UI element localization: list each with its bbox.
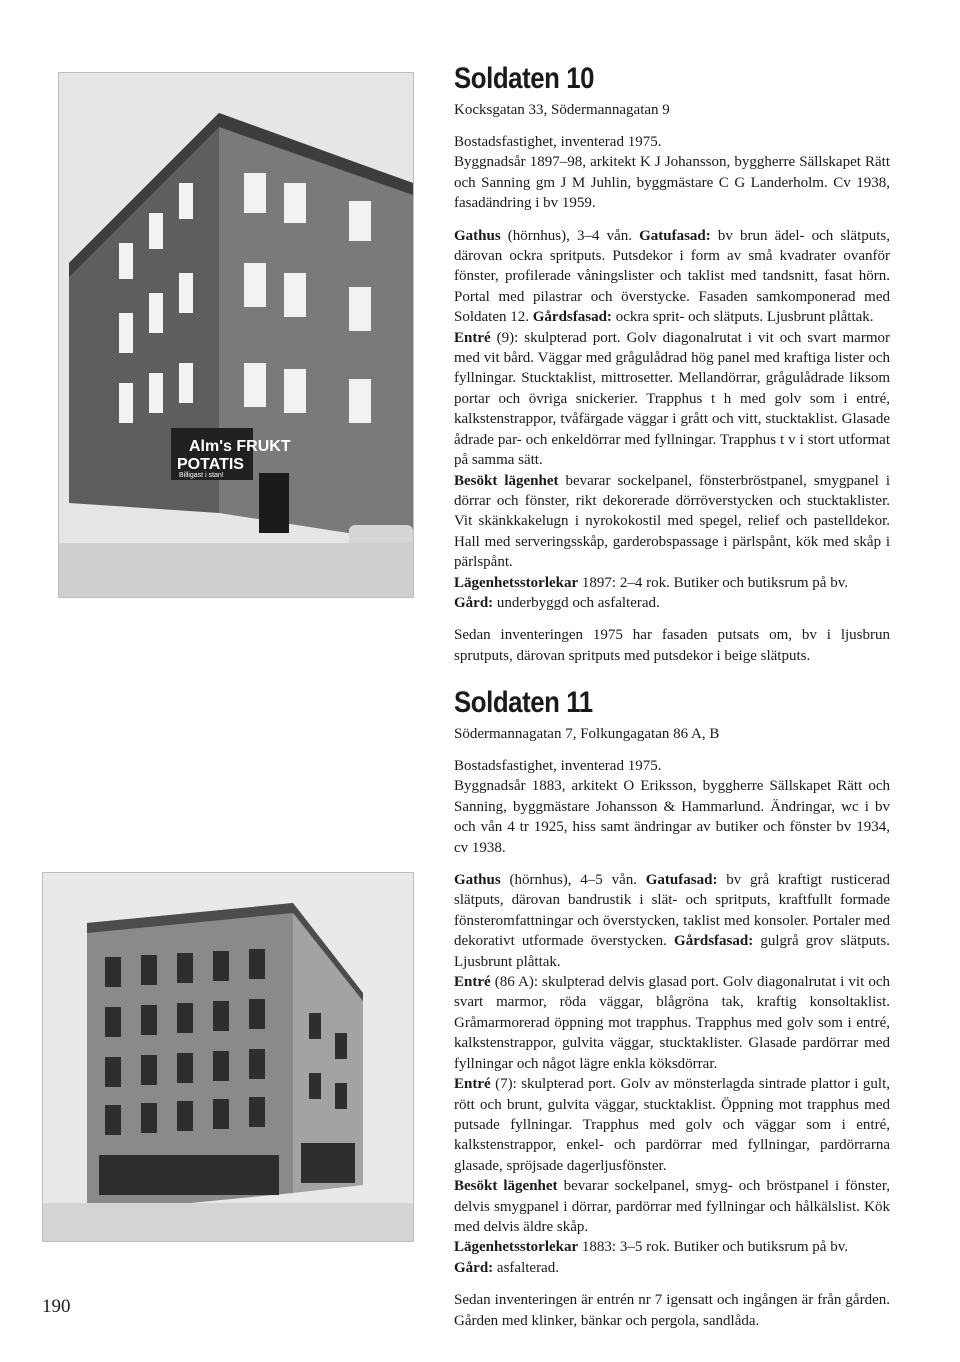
entry-address: Kocksgatan 33, Södermannagatan 9 [454,102,670,118]
label-gardsfasad: Gårdsfasad: [532,309,612,326]
building-photo-icon [43,873,413,1241]
label-gardsfasad: Gårdsfasad: [674,933,754,950]
photo-soldaten-10 [58,72,414,598]
label-gatufasad: Gatufasad: [645,872,718,889]
label-entre: Entré [454,329,491,346]
label-entre-7: Entré [454,1076,491,1093]
entry-note: Sedan inventeringen är entrén nr 7 igensatt och ingången är från gården. Gården med klinker, bänkar och pergola, sandlåda. [454,1292,890,1329]
label-besokt-lagenhet: Besökt lägenhet [454,472,559,489]
label-gathus: Gathus [454,227,501,244]
label-lagenhetsstorlekar: Lägenhetsstorlekar [454,574,579,591]
entry-title: Soldaten 10 [454,62,595,95]
entry-soldaten-11 [454,686,890,1343]
label-lagenhetsstorlekar: Lägenhetsstorlekar [454,1239,579,1256]
shop-sign-potatis: POTATIS [177,456,244,473]
entry-description: Gathus (hörnhus), 4–5 vån. Gatufasad: bv grå kraftigt rusticerad slätputs, därovan bandrustik i slät- och spritputs, kraftfullt formade fönsteromfattningar och överstycken, taklist med konsoler. Portaler med dekorativt utformade överstycken. Gårdsfasad: gulgrå grov slätputs. Ljusbrunt plåttak. Entré (86 A): skulpterad delvis glasad port. Golv diagonalrutat i vit och svart marmor, röda väggar, blågröna tak, kraftig konsoltaklist. Gråmarmorerad öppning mot trapphus. Trapphus med golv som i entré, kalkstenstrappor, gulvita väggar, stucktaklister. Glasade pardörrar med fyllningar och något lägre enkla köksdörrar. Entré (7): skulpterad port. Golv av mönsterlagda sintrade plattor i gult, rött och brunt, gulvita väggar, stucktaklist. Öppning mot trapphus med putsade fyllningar. Trapphus med golv och väggar som i entré, kalkstenstrappor, enkel- och pardörrar med fyllningar, pardörrarna glasade, spröjsade dagerljusfönster. Besökt lägenhet bevarar sockelpanel, smyg- och bröstpanel i fönster, delvis smygpanel i dörrar, pardörrar med fyllningar och hålkälslist. Kök med delvis äldre skåp. Lägenhetsstorlekar 1883: 3–5 rok. Butiker och butiksrum på bv. Gård: asfalterad. [454,872,890,1276]
entry-intro: Bostadsfastighet, inventerad 1975. [454,758,662,774]
entry-history: Byggnadsår 1897–98, arkitekt K J Johansson, byggherre Sällskapet Rätt och Sanning gm J M Juhlin, byggmästare C G Landerholm. Cv 1938, fasadändring i bv 1959. [454,154,890,212]
page-number: 190 [42,1296,71,1317]
entry-intro: Bostadsfastighet, inventerad 1975. [454,134,662,150]
building-photo-icon [59,73,413,597]
label-gard: Gård: [454,1259,494,1276]
label-gard: Gård: [454,594,494,611]
entry-history: Byggnadsår 1883, arkitekt O Eriksson, byggherre Sällskapet Rätt och Sanning, byggmästare Johansson & Hammarlund. Ändringar, wc i bv och vån 4 tr 1925, hiss samt ändringar av butiker och fönster bv 1934, cv 1938. [454,778,890,856]
shop-sign-billigast: Billigast i stan! [179,472,224,479]
entry-description: Gathus (hörnhus), 3–4 vån. Gatufasad: bv brun ädel- och slätputs, därovan ockra spritputs. Putsdekor i form av små kvadrater ovanför fönster, profilerade våningslister och taklist med tandsnitt, fasat hörn. Portal med pilastrar och överstycke. Fasaden samkomponerad med Soldaten 12. Gårdsfasad: ockra sprit- och slätputs. Ljusbrunt plåttak. Entré (9): skulpterad port. Golv diagonalrutat i vit och svart marmor med vit bård. Väggar med grågulådrad hög panel med kraftiga lister och fyllningar. Stucktaklist, mittrosetter. Mellandörrar, grågulådrade liksom portar och övriga snickerier. Trapphus t h med golv som i entré, kalkstenstrappor, tvåfärgade väggar i grått och vitt, stucktaklist. Glasade ådrade par- och enkeldörrar med fyllningar. Trapphus t v i stort utformat på samma sätt. Besökt lägenhet bevarar sockelpanel, fönsterbröstpanel, smygpanel i dörrar och fönster, rikt dekorerade dörröverstycken och stucktaklister. Vit skänkkakelugn i nyrokokostil med spegel, relief och pastelldekor. Hall med serveringsskåp, garderobspassage i pärlspånt, kök med skåp i pärlspånt. Lägenhetsstorlekar 1897: 2–4 rok. Butiker och butiksrum på bv. Gård: underbyggd och asfalterad. [454,227,891,611]
label-gatufasad: Gatufasad: [639,227,711,244]
label-besokt-lagenhet: Besökt lägenhet [454,1178,558,1195]
shop-sign-frukt: Alm's FRUKT [189,438,291,455]
label-entre-86a: Entré [454,974,491,991]
entry-title: Soldaten 11 [454,686,593,719]
label-gathus: Gathus [454,872,501,889]
entry-soldaten-10 [454,62,890,678]
entry-note: Sedan inventeringen 1975 har fasaden putsats om, bv i ljusbrun sprutputs, därovan spritputs med putsdekor i beige slätputs. [454,627,890,664]
photo-soldaten-11 [42,872,414,1242]
entry-address: Södermannagatan 7, Folkungagatan 86 A, B [454,726,720,742]
